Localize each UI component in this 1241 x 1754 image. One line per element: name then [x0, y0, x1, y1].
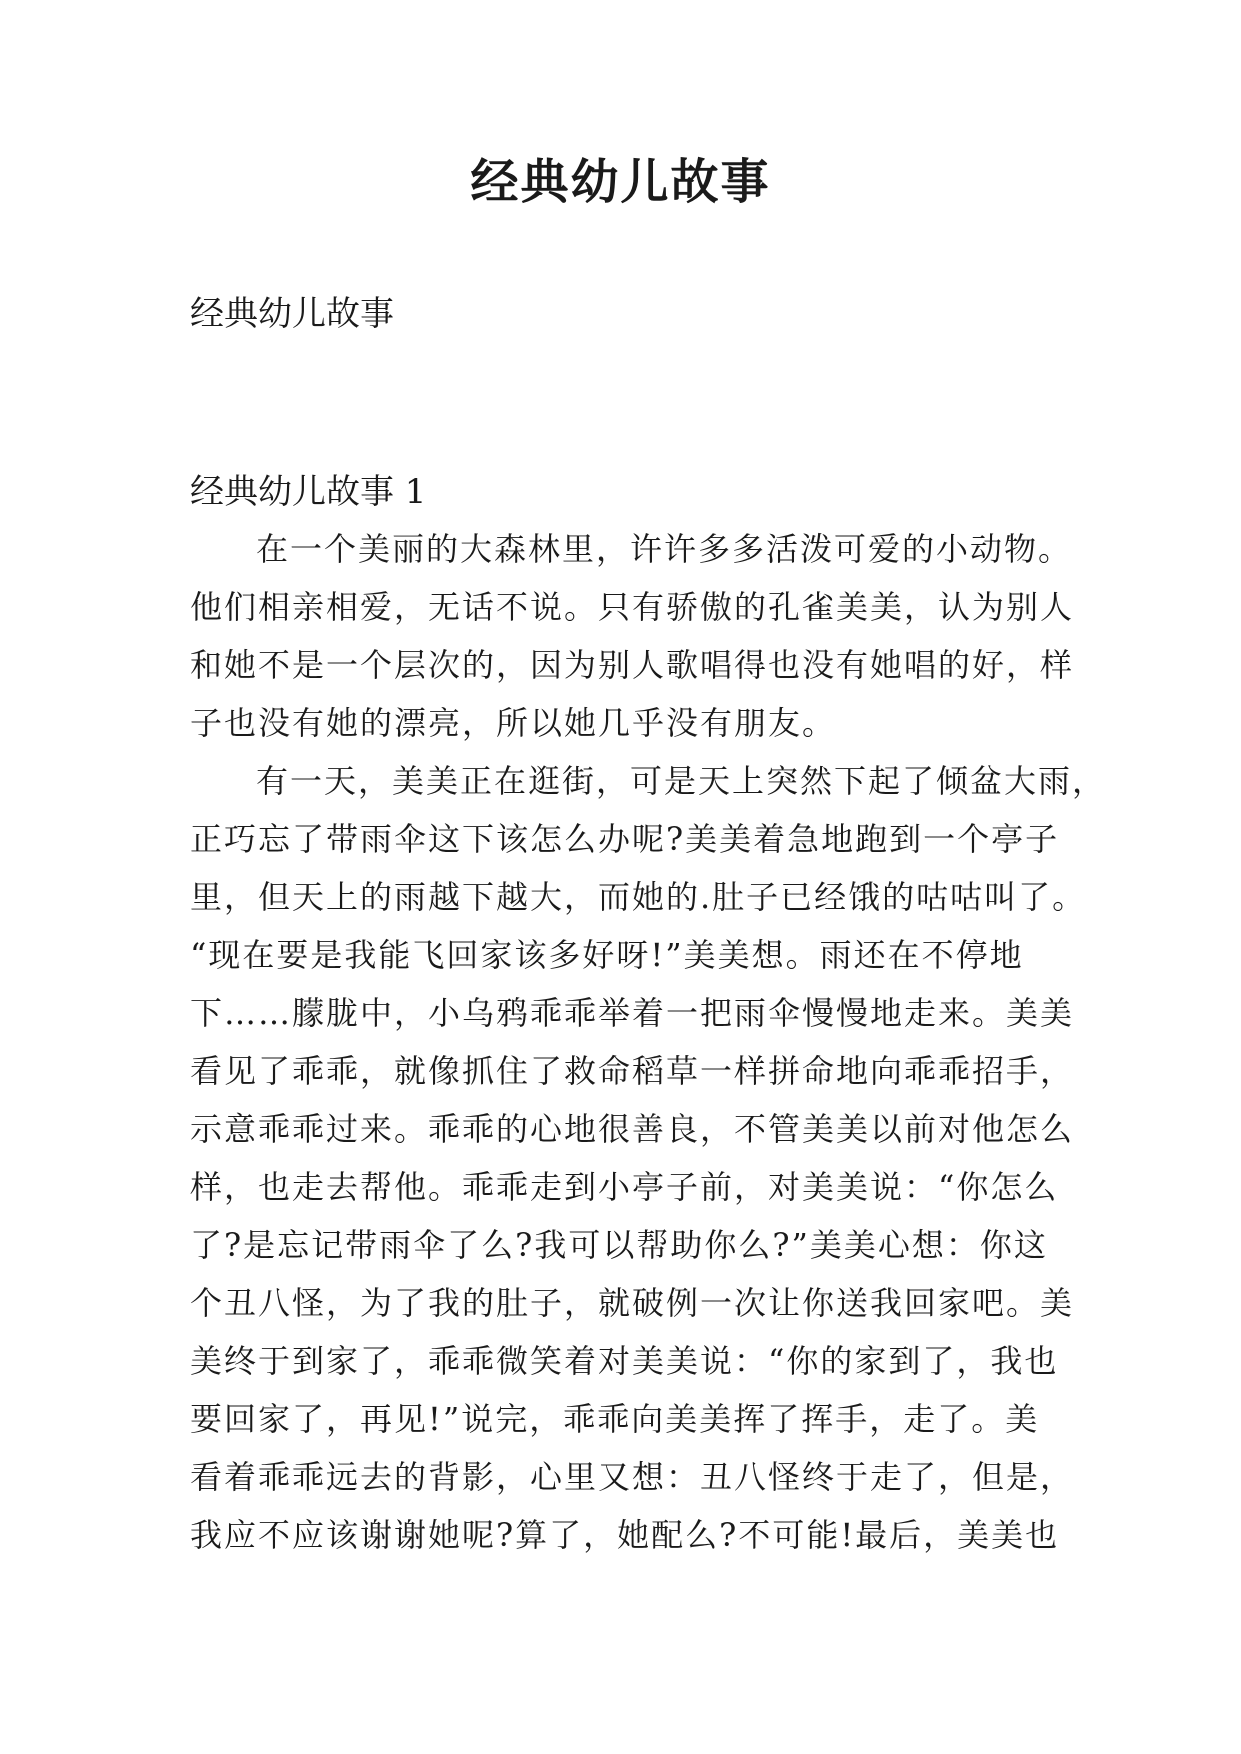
story-line: 样，也走去帮他。乖乖走到小亭子前，对美美说：“你怎么 [190, 1168, 1059, 1206]
story-line: 要回家了，再见!”说完，乖乖向美美挥了挥手，走了。美 [190, 1400, 1040, 1438]
story-line: 在一个美丽的大森林里，许许多多活泼可爱的小动物。 [256, 530, 1073, 568]
document-subtitle: 经典幼儿故事 [190, 294, 394, 334]
story-line: 里，但天上的雨越下越大，而她的.肚子已经饿的咕咕叫了。 [190, 878, 1087, 916]
story-line: 了?是忘记带雨伞了么?我可以帮助你么?”美美心想：你这 [190, 1226, 1048, 1264]
story-line: 看见了乖乖，就像抓住了救命稻草一样拼命地向乖乖招手， [190, 1052, 1075, 1090]
story-line: “现在要是我能飞回家该多好呀!”美美想。雨还在不停地 [190, 936, 1024, 974]
story-line: 看着乖乖远去的背影，心里又想：丑八怪终于走了，但是， [190, 1458, 1075, 1496]
story-line: 下……朦胧中，小乌鸦乖乖举着一把雨伞慢慢地走来。美美 [190, 994, 1075, 1032]
story-line: 美终于到家了，乖乖微笑着对美美说：“你的家到了，我也 [190, 1342, 1059, 1380]
story-line: 我应不应该谢谢她呢?算了，她配么?不可能!最后，美美也 [190, 1516, 1060, 1554]
story-line: 个丑八怪，为了我的肚子，就破例一次让你送我回家吧。美 [190, 1284, 1075, 1322]
section-heading: 经典幼儿故事 1 [190, 472, 427, 512]
story-line: 有一天，美美正在逛街，可是天上突然下起了倾盆大雨， [256, 762, 1107, 800]
story-line: 他们相亲相爱，无话不说。只有骄傲的孔雀美美，认为别人 [190, 588, 1075, 626]
story-line: 正巧忘了带雨伞这下该怎么办呢?美美着急地跑到一个亭子 [190, 820, 1060, 858]
document-title: 经典幼儿故事 [470, 154, 771, 210]
story-line: 示意乖乖过来。乖乖的心地很善良，不管美美以前对他怎么 [190, 1110, 1075, 1148]
story-body [190, 520, 1107, 1564]
story-line: 和她不是一个层次的，因为别人歌唱得也没有她唱的好，样 [190, 646, 1075, 684]
story-line: 子也没有她的漂亮，所以她几乎没有朋友。 [190, 704, 837, 742]
